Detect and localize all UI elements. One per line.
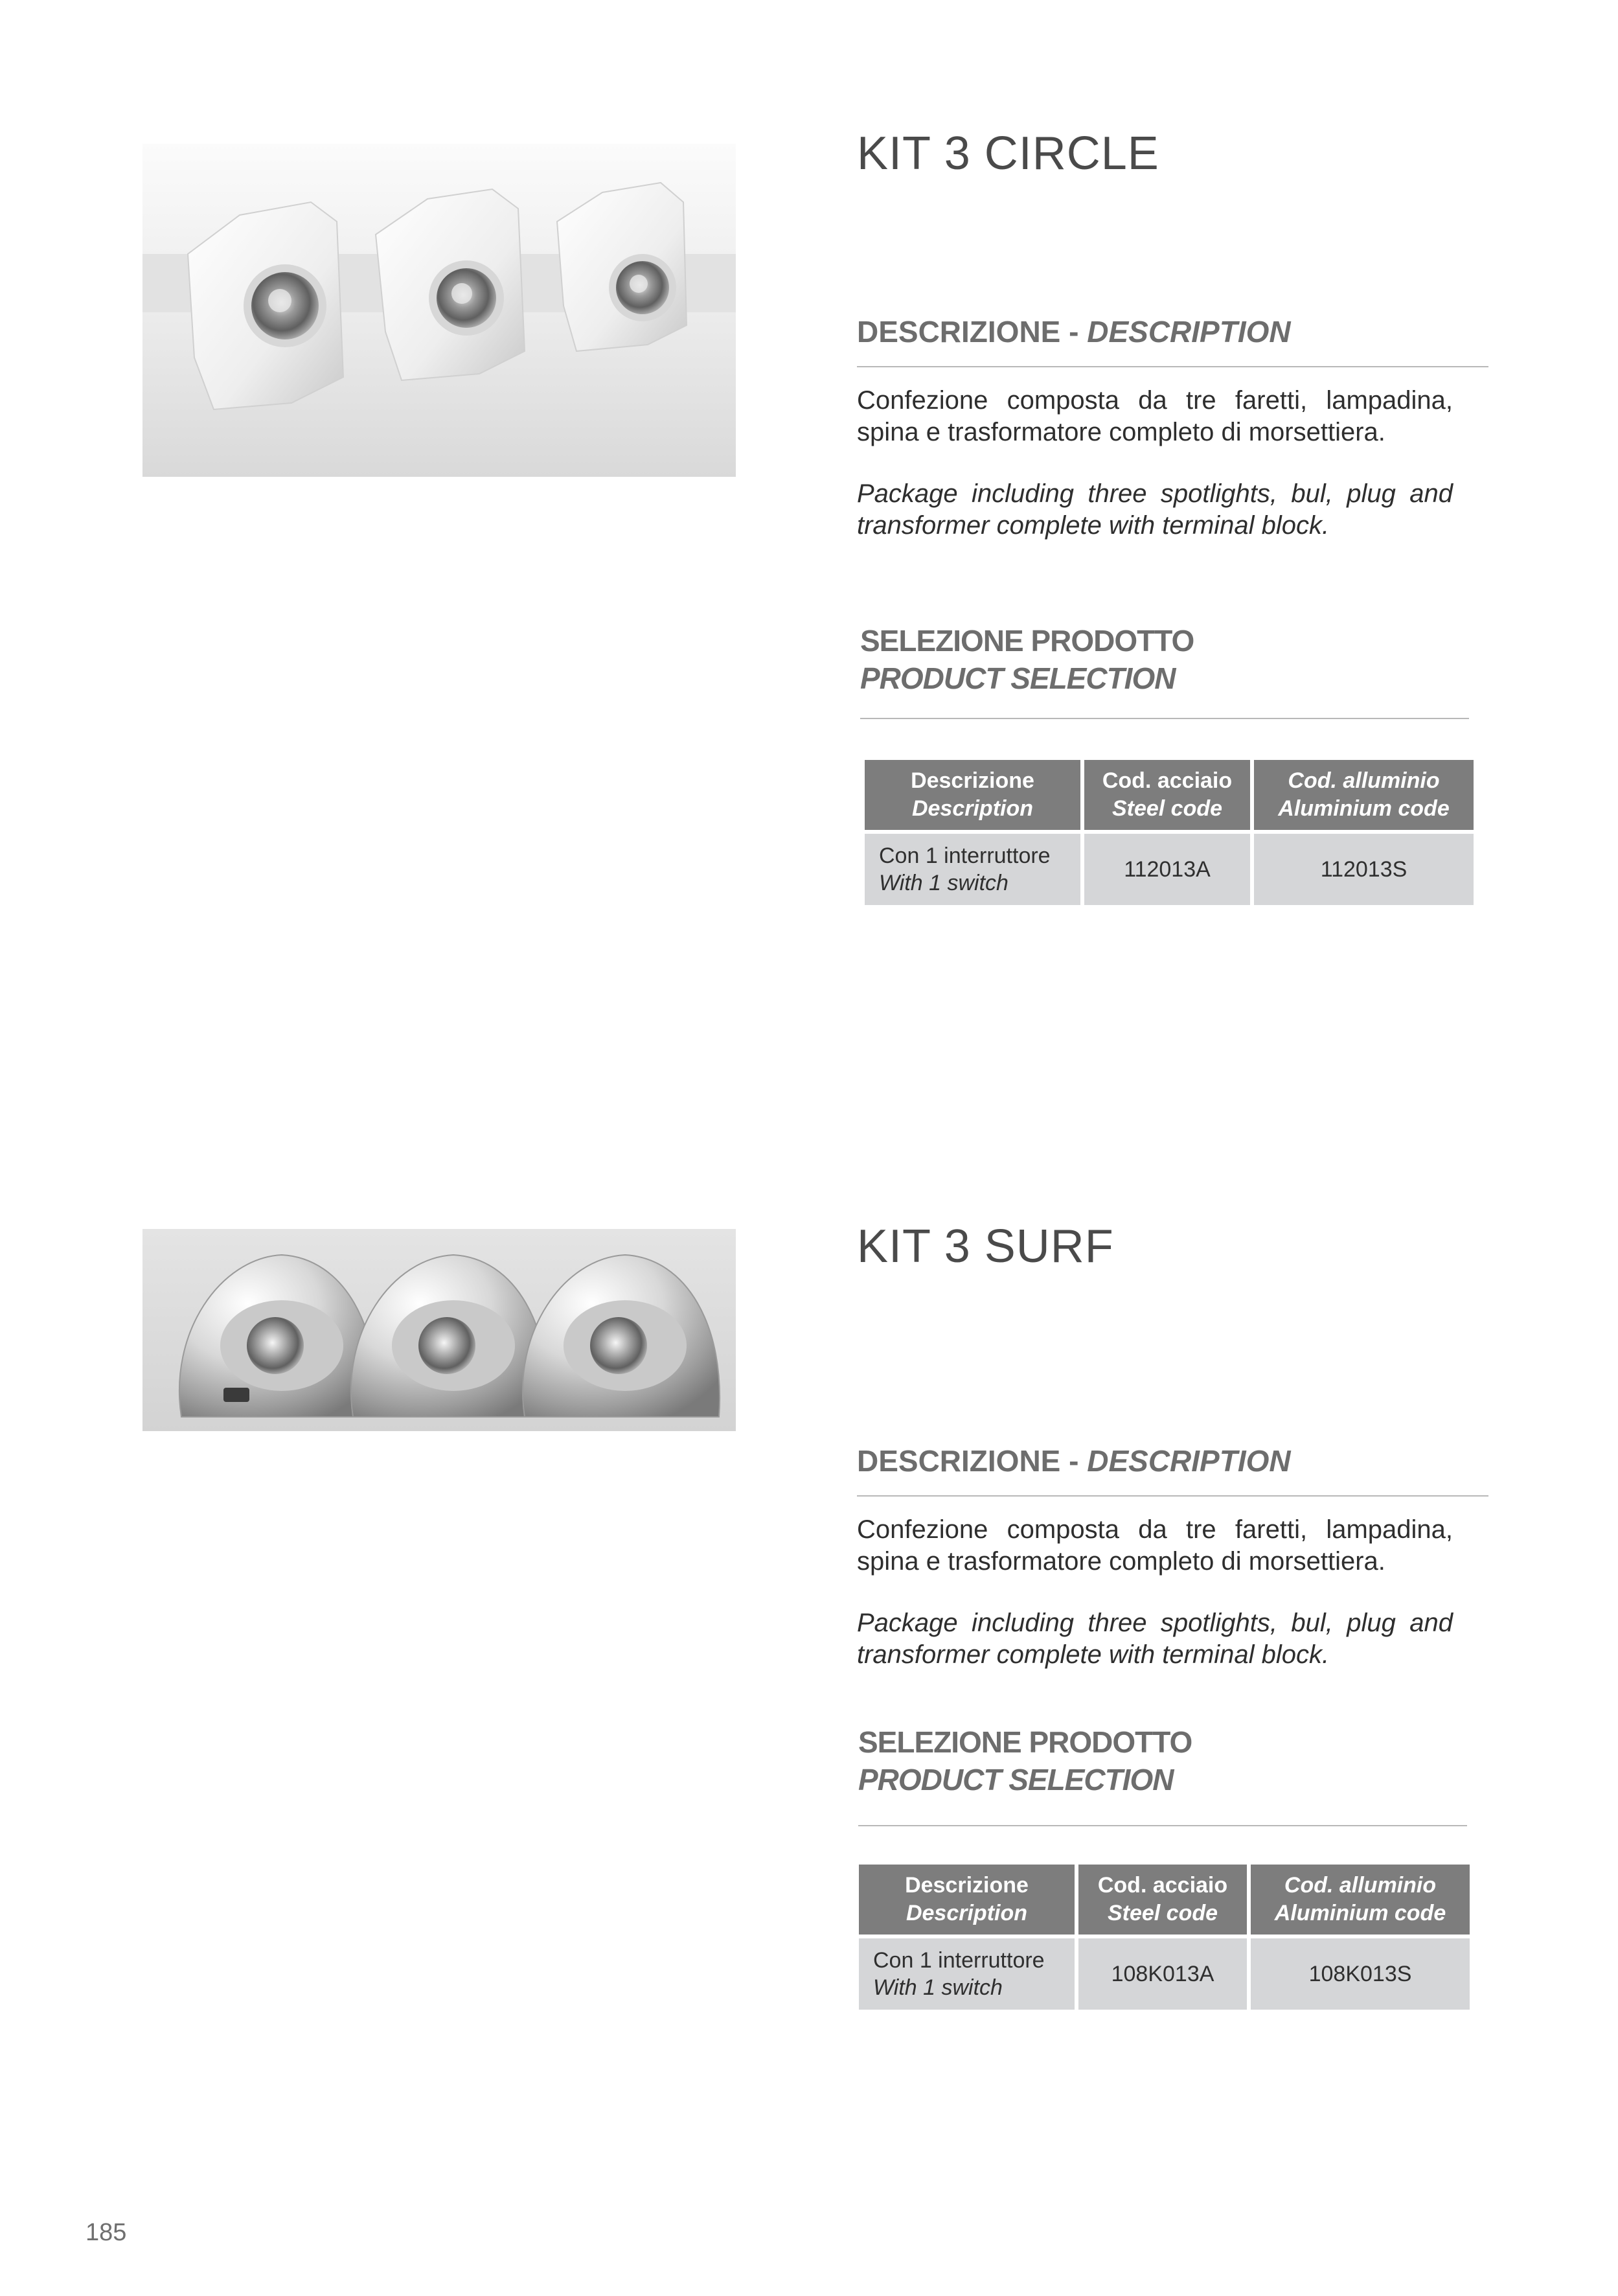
- description-heading-en: DESCRIPTION: [1087, 1444, 1291, 1478]
- description-heading-it: DESCRIZIONE -: [857, 1444, 1079, 1478]
- table-header-aluminium-code: Cod. alluminio Aluminium code: [1254, 760, 1474, 834]
- kit-circle-selection-heading-it: SELEZIONE PRODOTTO: [860, 624, 1194, 658]
- kit-circle-description-rule: [857, 366, 1488, 367]
- table-header-steel-code: Cod. acciaio Steel code: [1084, 760, 1250, 834]
- kit-surf-description-heading: [857, 1443, 1291, 1478]
- table-header-steel-code: Cod. acciaio Steel code: [1078, 1865, 1247, 1938]
- table-header-description: Descrizione Description: [865, 760, 1080, 834]
- kit-surf-title: KIT 3 SURF: [857, 1221, 1114, 1272]
- kit-surf-selection-heading-en: PRODUCT SELECTION: [858, 1763, 1174, 1797]
- row-steel-code: 112013A: [1084, 834, 1250, 905]
- kit-circle-description-en: Package including three spotlights, bul, plug and transformer complete with terminal block.: [857, 479, 1453, 540]
- kit-circle-selection-rule: [860, 718, 1469, 719]
- table-row: [859, 1938, 1470, 2010]
- kit-surf-description-it: Confezione composta da tre faretti, lampadina, spina e trasformatore completo di morsettiera.: [857, 1515, 1453, 1576]
- page-number: 185: [85, 2219, 127, 2246]
- kit-circle-selection-heading-en: PRODUCT SELECTION: [860, 661, 1176, 695]
- table-header-aluminium-code: Cod. alluminio Aluminium code: [1251, 1865, 1470, 1938]
- row-aluminium-code: 112013S: [1254, 834, 1474, 905]
- row-aluminium-code: 108K013S: [1251, 1938, 1470, 2010]
- kit-circle-description-heading: [857, 314, 1291, 349]
- row-description: Con 1 interruttore With 1 switch: [865, 834, 1080, 905]
- table-row: [865, 834, 1474, 905]
- description-heading-en: DESCRIPTION: [1087, 315, 1291, 349]
- row-steel-code: 108K013A: [1078, 1938, 1247, 2010]
- kit-circle-description-it: Confezione composta da tre faretti, lampadina, spina e trasformatore completo di morsettiera.: [857, 386, 1453, 446]
- kit-surf-photo: [142, 1229, 736, 1431]
- kit-circle-product-table: [861, 760, 1477, 905]
- row-description: Con 1 interruttore With 1 switch: [859, 1938, 1075, 2010]
- kit-surf-product-table: [855, 1865, 1474, 2010]
- kit-surf-description-rule: [857, 1495, 1488, 1497]
- kit-circle-photo: [142, 144, 736, 477]
- kit-surf-selection-rule: [858, 1825, 1467, 1826]
- kit-surf-description-en: Package including three spotlights, bul, plug and transformer complete with terminal block.: [857, 1609, 1453, 1669]
- kit-circle-title: KIT 3 CIRCLE: [857, 128, 1159, 179]
- kit-surf-selection-heading-it: SELEZIONE PRODOTTO: [858, 1725, 1192, 1759]
- table-header-description: Descrizione Description: [859, 1865, 1075, 1938]
- description-heading-it: DESCRIZIONE -: [857, 315, 1079, 349]
